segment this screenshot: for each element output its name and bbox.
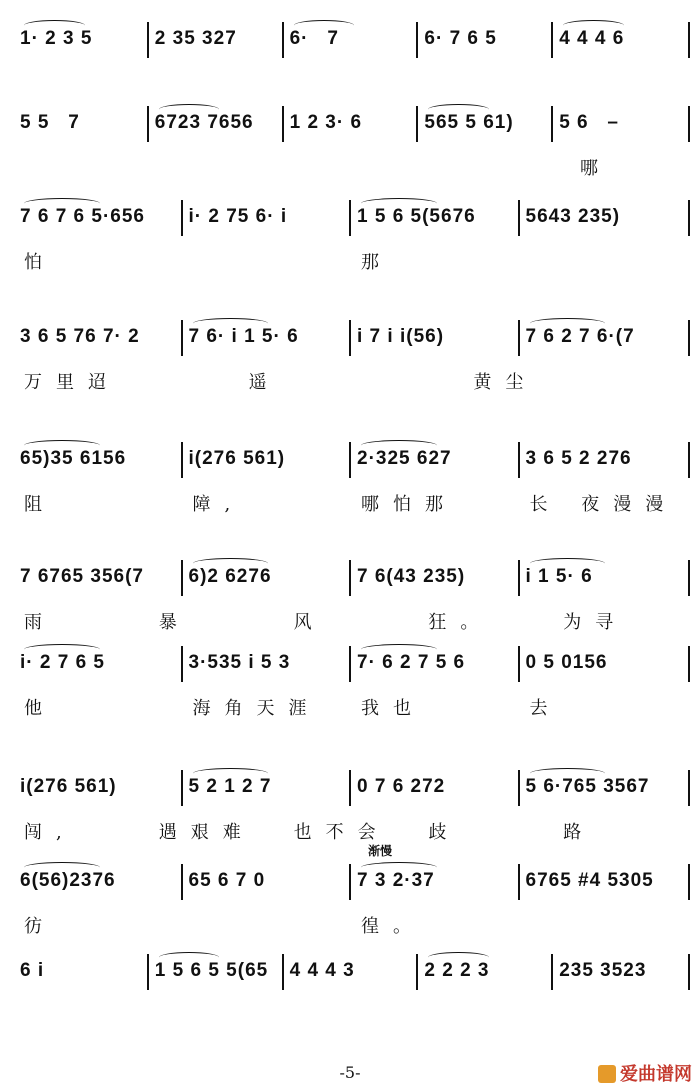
measure: 5 6 –: [559, 112, 620, 133]
measure: 5643 235): [525, 206, 621, 227]
bar-line: [416, 22, 418, 58]
bar-line: [147, 22, 149, 58]
slur-mark: [24, 20, 85, 31]
bar-line: [416, 106, 418, 142]
lyric: 闯,: [24, 822, 76, 843]
slur-mark: [530, 318, 606, 329]
bar-line: [349, 560, 351, 596]
bar-line: [518, 200, 520, 236]
lyric: 风: [293, 612, 326, 633]
bar-line: [688, 22, 690, 58]
bar-line: [349, 320, 351, 356]
measure: 5 2 1 2 7: [188, 776, 272, 797]
slur-mark: [159, 952, 220, 963]
bar-line: [181, 560, 183, 596]
measure: 565 5 61): [424, 112, 514, 133]
bar-line: [688, 320, 690, 356]
slur-mark: [24, 440, 100, 451]
measure: 1 5 6 5 5(65: [154, 960, 269, 981]
lyrics-line: [0, 248, 700, 274]
slur-mark: [563, 20, 624, 31]
bar-line: [688, 864, 690, 900]
slur-mark: [193, 318, 269, 329]
measure: 6· 7: [289, 28, 339, 49]
measure: 5 6·765 3567: [525, 776, 650, 797]
measure: 3 6 5 2 276: [525, 448, 632, 469]
bar-line: [282, 22, 284, 58]
slur-mark: [24, 198, 100, 209]
bar-line: [688, 560, 690, 596]
lyrics-line: [0, 608, 700, 634]
measure: 6 i: [20, 960, 45, 981]
slur-mark: [159, 104, 220, 115]
measure: 6)2 6276: [188, 566, 272, 587]
notation-line: [0, 960, 700, 994]
bar-line: [282, 954, 284, 990]
measure: 1· 2 3 5: [20, 28, 93, 49]
measure: 6723 7656: [154, 112, 254, 133]
measure: 3·535 i 5 3: [188, 652, 291, 673]
measure: i 7 i i(56): [357, 326, 445, 347]
lyrics-line: [0, 818, 700, 844]
measure: 1 2 3· 6: [289, 112, 363, 133]
lyric: 遥: [248, 372, 281, 393]
slur-mark: [428, 952, 489, 963]
slur-mark: [428, 104, 489, 115]
tempo-marking: 渐慢: [368, 844, 393, 858]
watermark-text: 爱曲谱网: [620, 1064, 692, 1085]
bar-line: [551, 954, 553, 990]
measure: 65 6 7 0: [188, 870, 266, 891]
lyric: 路: [563, 822, 596, 843]
measure: 7 6 7 6 5·656: [20, 206, 145, 227]
lyric: 狂。: [428, 612, 493, 633]
slur-mark: [361, 440, 437, 451]
music-note-icon: [598, 1065, 616, 1083]
lyric: 海角天涯: [192, 698, 321, 719]
measure: 3 6 5 76 7· 2: [20, 326, 140, 347]
slur-mark: [530, 558, 606, 569]
bar-line: [518, 442, 520, 478]
bar-line: [551, 106, 553, 142]
measure: i· 2 7 6 5: [20, 652, 105, 673]
notation-line: [0, 326, 700, 360]
measure: 2 35 327: [154, 28, 237, 49]
page-number: -5-: [339, 1063, 361, 1082]
lyric: 他: [24, 698, 56, 719]
measure: 6(56)2376: [20, 870, 116, 891]
measure: 4 4 4 6: [559, 28, 625, 49]
slur-mark: [361, 198, 437, 209]
bar-line: [349, 770, 351, 806]
measure: 7 6· i 1 5· 6: [188, 326, 299, 347]
measure: i 1 5· 6: [525, 566, 593, 587]
measure: 7· 6 2 7 5 6: [357, 652, 466, 673]
lyric: 彷: [24, 916, 56, 937]
slur-mark: [361, 644, 437, 655]
slur-mark: [24, 644, 100, 655]
lyric: 万里迢: [24, 372, 120, 393]
bar-line: [551, 22, 553, 58]
lyric: 哪怕那: [361, 494, 457, 515]
measure: 235 3523: [559, 960, 647, 981]
bar-line: [416, 954, 418, 990]
notation-line: [0, 206, 700, 240]
slur-mark: [193, 768, 269, 779]
measure: 7 6(43 235): [357, 566, 466, 587]
lyric: 也不会: [293, 822, 390, 843]
lyrics-line: [0, 694, 700, 720]
bar-line: [181, 442, 183, 478]
lyrics-line: [0, 368, 700, 394]
notation-line: [0, 566, 700, 600]
lyric: 哪: [580, 158, 612, 179]
lyric: 为寻: [563, 612, 628, 633]
bar-line: [688, 770, 690, 806]
lyric: 遇艰难: [158, 822, 255, 843]
notation-line: [0, 112, 700, 146]
bar-line: [181, 646, 183, 682]
lyrics-line: [0, 490, 700, 516]
bar-line: [181, 200, 183, 236]
bar-line: [349, 864, 351, 900]
measure: 2 2 2 3: [424, 960, 490, 981]
bar-line: [181, 770, 183, 806]
slur-mark: [24, 862, 100, 873]
measure: i(276 561): [20, 776, 117, 797]
bar-line: [688, 442, 690, 478]
bar-line: [147, 954, 149, 990]
lyrics-line: [0, 154, 700, 180]
lyric: 怕: [24, 252, 56, 273]
bar-line: [518, 770, 520, 806]
measure: 1 5 6 5(5676: [357, 206, 476, 227]
measure: 7 6765 356(7: [20, 566, 144, 587]
bar-line: [518, 560, 520, 596]
bar-line: [181, 320, 183, 356]
measure: i(276 561): [188, 448, 286, 469]
bar-line: [518, 320, 520, 356]
lyrics-line: [0, 912, 700, 938]
measure: 65)35 6156: [20, 448, 127, 469]
measure: 7 6 2 7 6·(7: [525, 326, 635, 347]
slur-mark: [294, 20, 355, 31]
lyric: 暴: [158, 612, 191, 633]
measure: 6765 #4 5305: [525, 870, 654, 891]
bar-line: [688, 954, 690, 990]
measure: 6· 7 6 5: [424, 28, 497, 49]
slur-mark: [193, 558, 269, 569]
lyric: 徨。: [361, 916, 425, 937]
measure: 0 7 6 272: [357, 776, 446, 797]
notation-line: [0, 448, 700, 482]
bar-line: [147, 106, 149, 142]
slur-mark: [530, 768, 606, 779]
bar-line: [282, 106, 284, 142]
lyric: 雨: [24, 612, 56, 633]
bar-line: [518, 646, 520, 682]
measure: 7 3 2·37: [357, 870, 435, 891]
bar-line: [518, 864, 520, 900]
measure: 5 5 7: [20, 112, 80, 133]
measure: 4 4 4 3: [289, 960, 355, 981]
measure: 0 5 0156: [525, 652, 608, 673]
lyric: 我也: [361, 698, 425, 719]
lyric: 长 夜漫漫: [529, 494, 678, 515]
lyric: 障,: [192, 494, 245, 515]
bar-line: [349, 200, 351, 236]
slur-mark: [361, 862, 437, 873]
lyric: 那: [361, 252, 393, 273]
lyric: 阻: [24, 494, 56, 515]
lyric: 歧: [428, 822, 461, 843]
notation-line: [0, 28, 700, 62]
bar-line: [349, 442, 351, 478]
bar-line: [688, 106, 690, 142]
bar-line: [349, 646, 351, 682]
lyric: 去: [529, 698, 562, 719]
watermark: [598, 1060, 692, 1086]
notation-line: [0, 870, 700, 904]
measure: i· 2 75 6· i: [188, 206, 288, 227]
bar-line: [688, 646, 690, 682]
bar-line: [688, 200, 690, 236]
lyric: 黄尘: [473, 372, 538, 393]
notation-line: [0, 776, 700, 810]
bar-line: [181, 864, 183, 900]
notation-line: [0, 652, 700, 686]
measure: 2·325 627: [357, 448, 452, 469]
